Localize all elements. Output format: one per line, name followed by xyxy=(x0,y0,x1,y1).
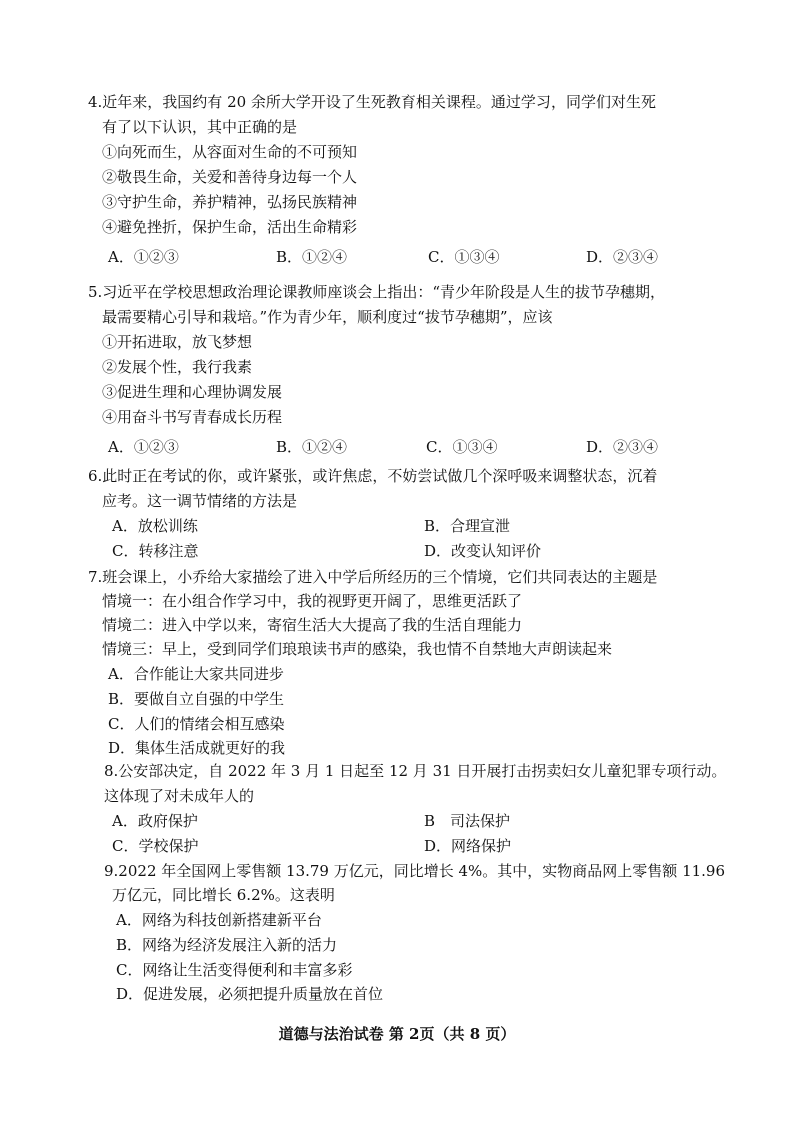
question-6-options-row2 xyxy=(112,541,612,561)
question-5-item-4: ④用奋斗书写青春成长历程 xyxy=(102,408,283,426)
option-a: A．合作能让大家共同进步 xyxy=(108,665,284,683)
question-5-options xyxy=(108,437,708,457)
option-b: B．网络为经济发展注入新的活力 xyxy=(116,936,338,954)
option-b: B．要做自立自强的中学生 xyxy=(108,690,285,708)
question-4-item-3: ③守护生命，养护精神，弘扬民族精神 xyxy=(102,193,358,211)
question-6-stem-line1: 6.此时正在考试的你，或许紧张，或许焦虑，不妨尝试做几个深呼吸来调整状态，沉着 xyxy=(88,467,658,485)
option-d: D．网络保护 xyxy=(424,837,512,855)
question-4-stem-line2: 有了以下认识，其中正确的是 xyxy=(102,118,298,136)
option-d: D．促进发展，必须把提升质量放在首位 xyxy=(116,985,384,1003)
option-b: B 司法保护 xyxy=(424,812,511,830)
question-8-stem-line2: 这体现了对未成年人的 xyxy=(104,787,255,805)
option-c: C．网络让生活变得便利和丰富多彩 xyxy=(116,961,353,979)
option-c: C．①③④ xyxy=(428,248,500,266)
question-4-item-4: ④避免挫折，保护生命，活出生命精彩 xyxy=(102,218,358,236)
question-7-scenario-3: 情境三：早上，受到同学们琅琅读书声的感染，我也情不自禁地大声朗读起来 xyxy=(102,640,613,658)
question-7-stem-line1: 7.班会课上，小乔给大家描绘了进入中学后所经历的三个情境，它们共同表达的主题是 xyxy=(88,568,658,586)
option-d: D．②③④ xyxy=(586,438,659,456)
option-b: B．合理宣泄 xyxy=(424,517,511,535)
option-b: B．①②④ xyxy=(276,438,348,456)
question-8-stem-line1: 8.公安部决定，自 2022 年 3 月 1 日起至 12 月 31 日开展打击拐卖妇女儿童犯罪专项行动。 xyxy=(104,762,727,780)
question-5-stem-line2: 最需要精心引导和栽培。”作为青少年，顺利度过“拔节孕穗期”，应该 xyxy=(102,308,553,326)
question-9-stem-line1: 9.2022 年全国网上零售额 13.79 万亿元，同比增长 4%。其中，实物商品网上零售额 11.96 xyxy=(104,862,726,880)
option-a: A．网络为科技创新搭建新平台 xyxy=(116,911,322,929)
question-6-options-row1 xyxy=(112,516,612,536)
question-5-item-3: ③促进生理和心理协调发展 xyxy=(102,383,283,401)
option-d: D．②③④ xyxy=(586,248,659,266)
option-a: A．①②③ xyxy=(108,438,179,456)
question-4-item-1: ①向死而生，从容面对生命的不可预知 xyxy=(102,143,358,161)
option-a: A．政府保护 xyxy=(112,812,198,830)
option-c: C．人们的情绪会相互感染 xyxy=(108,715,285,733)
question-9-stem-line2: 万亿元，同比增长 6.2%。这表明 xyxy=(112,886,335,904)
question-4-item-2: ②敬畏生命，关爱和善待身边每一个人 xyxy=(102,168,358,186)
option-c: C．学校保护 xyxy=(112,837,199,855)
question-8-options-row2 xyxy=(112,836,612,856)
page-footer: 道德与法治试卷 第 2页（共 8 页） xyxy=(278,1025,516,1043)
option-a: A．①②③ xyxy=(108,248,179,266)
question-7-scenario-1: 情境一：在小组合作学习中，我的视野更开阔了，思维更活跃了 xyxy=(102,592,523,610)
question-6-stem-line2: 应考。这一调节情绪的方法是 xyxy=(102,492,298,510)
question-8-options-row1 xyxy=(112,811,612,831)
option-a: A．放松训练 xyxy=(112,517,198,535)
question-4-stem-line1: 4.近年来，我国约有 20 余所大学开设了生死教育相关课程。通过学习，同学们对生死 xyxy=(88,93,656,111)
option-b: B．①②④ xyxy=(276,248,348,266)
option-c: C．转移注意 xyxy=(112,542,199,560)
question-5-stem-line1: 5.习近平在学校思想政治理论课教师座谈会上指出：“青少年阶段是人生的拔节孕穗期， xyxy=(88,283,665,301)
question-7-scenario-2: 情境二：进入中学以来，寄宿生活大大提高了我的生活自理能力 xyxy=(102,616,523,634)
question-5-item-1: ①开拓进取，放飞梦想 xyxy=(102,333,253,351)
question-5-item-2: ②发展个性，我行我素 xyxy=(102,358,253,376)
option-d: D．改变认知评价 xyxy=(424,542,542,560)
option-c: C．①③④ xyxy=(426,438,498,456)
option-d: D．集体生活成就更好的我 xyxy=(108,739,286,757)
question-4-options xyxy=(108,247,708,267)
